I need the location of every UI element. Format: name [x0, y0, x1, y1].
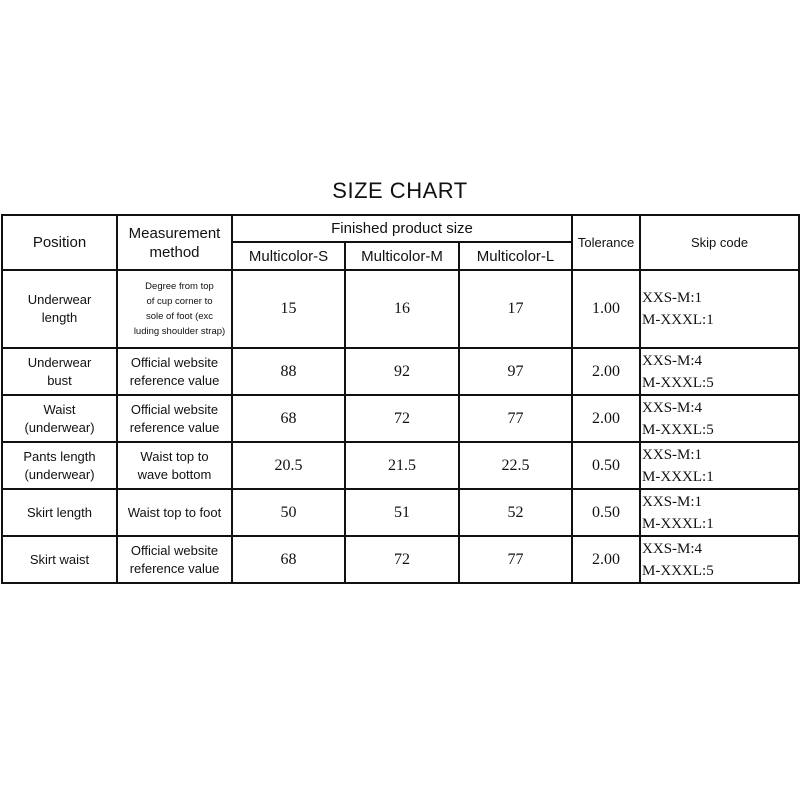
- header-method-line1: Measurement: [128, 224, 221, 242]
- page-title: SIZE CHART: [332, 178, 468, 203]
- header-position: Position: [2, 215, 117, 270]
- header-size-s: Multicolor-S: [232, 242, 345, 270]
- cell-tolerance: 2.00: [572, 348, 640, 395]
- cell-size-m: 51: [345, 489, 459, 536]
- cell-position: Skirt waist: [2, 536, 117, 583]
- table-row: [2, 270, 799, 348]
- cell-size-l: 52: [459, 489, 572, 536]
- cell-size-m: 16: [345, 270, 459, 348]
- header-finished-size: Finished product size: [232, 215, 572, 242]
- cell-size-s: 68: [232, 395, 345, 442]
- cell-size-l: 77: [459, 536, 572, 583]
- cell-size-l: 22.5: [459, 442, 572, 489]
- cell-method: Official website reference value: [117, 348, 232, 395]
- cell-size-s: 68: [232, 536, 345, 583]
- table-row: [2, 442, 799, 489]
- table-row: [2, 536, 799, 583]
- cell-size-m: 92: [345, 348, 459, 395]
- size-chart-table: [1, 214, 800, 584]
- cell-method: Degree from top of cup corner to sole of foot (exc luding shoulder strap): [117, 270, 232, 348]
- header-size-m: Multicolor-M: [345, 242, 459, 270]
- header-size-l: Multicolor-L: [459, 242, 572, 270]
- cell-size-s: 15: [232, 270, 345, 348]
- cell-size-l: 77: [459, 395, 572, 442]
- header-method-line2: method: [149, 243, 200, 261]
- cell-size-m: 21.5: [345, 442, 459, 489]
- cell-size-l: 17: [459, 270, 572, 348]
- table-row: [2, 395, 799, 442]
- cell-position: Skirt length: [2, 489, 117, 536]
- cell-size-s: 20.5: [232, 442, 345, 489]
- cell-position: Underwear length: [2, 270, 117, 348]
- cell-skip-code: XXS-M:4 M-XXXL:5: [640, 348, 799, 395]
- table-row: [2, 489, 799, 536]
- table-row: [2, 348, 799, 395]
- cell-method: Official website reference value: [117, 536, 232, 583]
- header-row-top: [2, 215, 799, 242]
- cell-method: Official website reference value: [117, 395, 232, 442]
- cell-position: Waist (underwear): [2, 395, 117, 442]
- cell-size-m: 72: [345, 395, 459, 442]
- cell-method: Waist top to wave bottom: [117, 442, 232, 489]
- cell-skip-code: XXS-M:4 M-XXXL:5: [640, 536, 799, 583]
- cell-skip-code: XXS-M:1 M-XXXL:1: [640, 270, 799, 348]
- header-method: [117, 215, 232, 270]
- cell-position: Pants length (underwear): [2, 442, 117, 489]
- cell-skip-code: XXS-M:4 M-XXXL:5: [640, 395, 799, 442]
- cell-tolerance: 0.50: [572, 489, 640, 536]
- cell-position: Underwear bust: [2, 348, 117, 395]
- cell-size-s: 50: [232, 489, 345, 536]
- cell-size-m: 72: [345, 536, 459, 583]
- header-tolerance: Tolerance: [572, 215, 640, 270]
- cell-size-l: 97: [459, 348, 572, 395]
- cell-skip-code: XXS-M:1 M-XXXL:1: [640, 489, 799, 536]
- cell-tolerance: 0.50: [572, 442, 640, 489]
- header-skip-code: Skip code: [640, 215, 799, 270]
- cell-method: Waist top to foot: [117, 489, 232, 536]
- cell-tolerance: 2.00: [572, 395, 640, 442]
- cell-skip-code: XXS-M:1 M-XXXL:1: [640, 442, 799, 489]
- cell-tolerance: 2.00: [572, 536, 640, 583]
- cell-tolerance: 1.00: [572, 270, 640, 348]
- cell-size-s: 88: [232, 348, 345, 395]
